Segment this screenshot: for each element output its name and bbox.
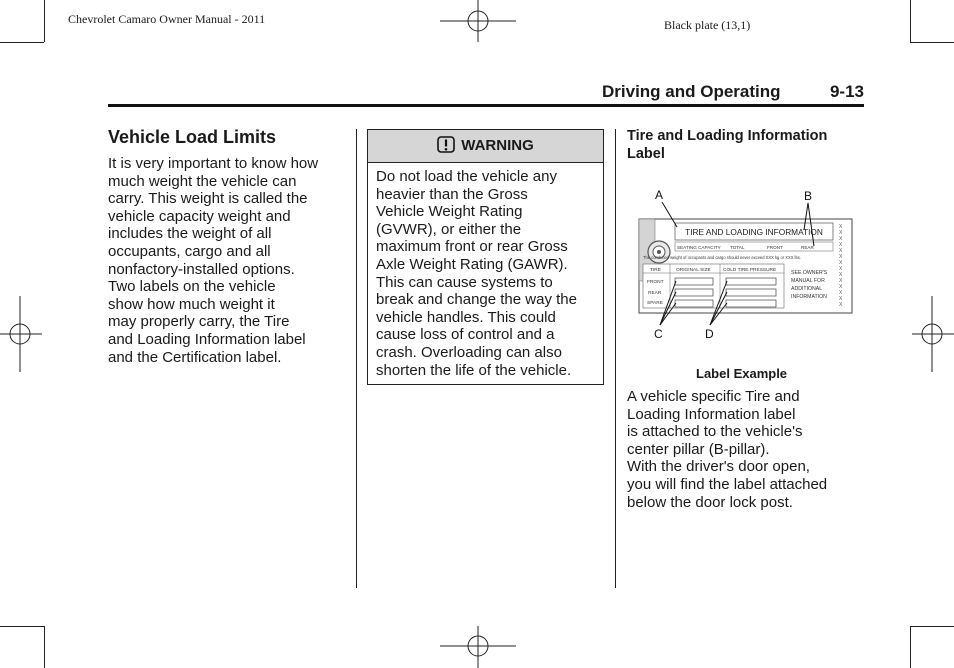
svg-text:X: X	[839, 266, 843, 272]
svg-text:X: X	[839, 296, 843, 302]
figure-col-tire: TIRE	[650, 268, 661, 273]
crop-mark	[0, 626, 44, 627]
figure-label-title: TIRE AND LOADING INFORMATION	[685, 227, 823, 237]
svg-text:X: X	[839, 248, 843, 254]
figure-see-manual-4: INFORMATION	[791, 294, 827, 300]
svg-text:X: X	[839, 284, 843, 290]
callout-b: B	[804, 189, 813, 203]
svg-text:X: X	[839, 278, 843, 284]
tire-label-paragraph: A vehicle specific Tire and Loading Information label is attached to the vehicle's center pillar (B-pillar). With the driver's door open, you will find the label attached below the door lock post.	[627, 388, 828, 511]
vehicle-load-paragraph: It is very important to know how much weight the vehicle can carry. This weight is called the vehicle capacity weight and includes the weight of all occupants, cargo and all nonfactory-installed options. Two labels on the vehicle show how much weight it may properly carry, the Tire and Loading Information label and the Certification label.	[108, 155, 319, 366]
tire-label-figure	[636, 186, 856, 342]
registration-mark-right	[912, 296, 954, 372]
subsection-heading: Tire and Loading Information Label	[627, 128, 828, 162]
crop-mark	[44, 626, 45, 668]
warning-title: WARNING	[461, 137, 534, 154]
svg-text:X: X	[839, 254, 843, 260]
callout-a: A	[655, 188, 664, 202]
column-divider	[615, 129, 616, 588]
figure-seating-capacity: SEATING CAPACITY	[677, 245, 721, 250]
svg-text:X: X	[839, 290, 843, 296]
registration-mark-top	[440, 0, 516, 44]
svg-text:X: X	[839, 302, 843, 308]
registration-mark-bottom	[440, 626, 516, 668]
warning-icon	[437, 136, 455, 153]
section-title: Driving and Operating	[602, 82, 781, 101]
warning-text: Do not load the vehicle any heavier than the Gross Vehicle Weight Rating (GVWR), or either the maximum front or rear Gross Axle Weight Rating (GAWR). This can cause systems to break and change the way the vehicle handles. This could cause loss of control and a crash. Overloading can also shorten the life of the vehicle.	[376, 168, 577, 379]
callout-c: C	[654, 327, 663, 341]
figure-col-pressure: COLD TIRE PRESSURE	[723, 268, 777, 273]
figure-row-spare: SPARE	[647, 301, 663, 306]
warning-header	[368, 130, 603, 163]
column-divider	[356, 129, 357, 588]
crop-mark	[910, 626, 911, 668]
figure-combined-weight: The combined weight of occupants and cargo should never exceed XXX kg or XXX lbs.	[643, 255, 801, 260]
callout-d: D	[705, 327, 714, 341]
registration-mark-left	[0, 296, 42, 372]
figure-see-manual-2: MANUAL FOR	[791, 278, 825, 284]
plate-title: Chevrolet Camaro Owner Manual - 2011	[68, 12, 266, 26]
figure-see-manual-1: SEE OWNER'S	[791, 270, 828, 276]
svg-text:X: X	[839, 224, 843, 230]
crop-mark	[910, 42, 954, 43]
figure-total: TOTAL	[730, 245, 745, 250]
svg-text:X: X	[839, 272, 843, 278]
plate-number: Black plate (13,1)	[664, 18, 751, 32]
crop-mark	[910, 626, 954, 627]
crop-mark	[44, 0, 45, 42]
svg-text:X: X	[839, 236, 843, 242]
figure-col-size: ORIGINAL SIZE	[676, 268, 711, 273]
figure-see-manual-3: ADDITIONAL	[791, 286, 823, 292]
crop-mark	[0, 42, 44, 43]
page-number: 9-13	[829, 82, 864, 101]
figure-row-rear: REAR	[648, 291, 662, 296]
figure-caption: Label Example	[696, 366, 788, 381]
running-header	[108, 82, 864, 107]
figure-row-front: FRONT	[647, 280, 664, 285]
svg-text:X: X	[839, 230, 843, 236]
section-heading: Vehicle Load Limits	[108, 127, 277, 147]
warning-box	[367, 129, 604, 385]
svg-text:X: X	[839, 260, 843, 266]
crop-mark	[910, 0, 911, 42]
svg-text:X: X	[839, 242, 843, 248]
figure-front: FRONT	[767, 245, 783, 250]
figure-rear: REAR	[801, 245, 814, 250]
